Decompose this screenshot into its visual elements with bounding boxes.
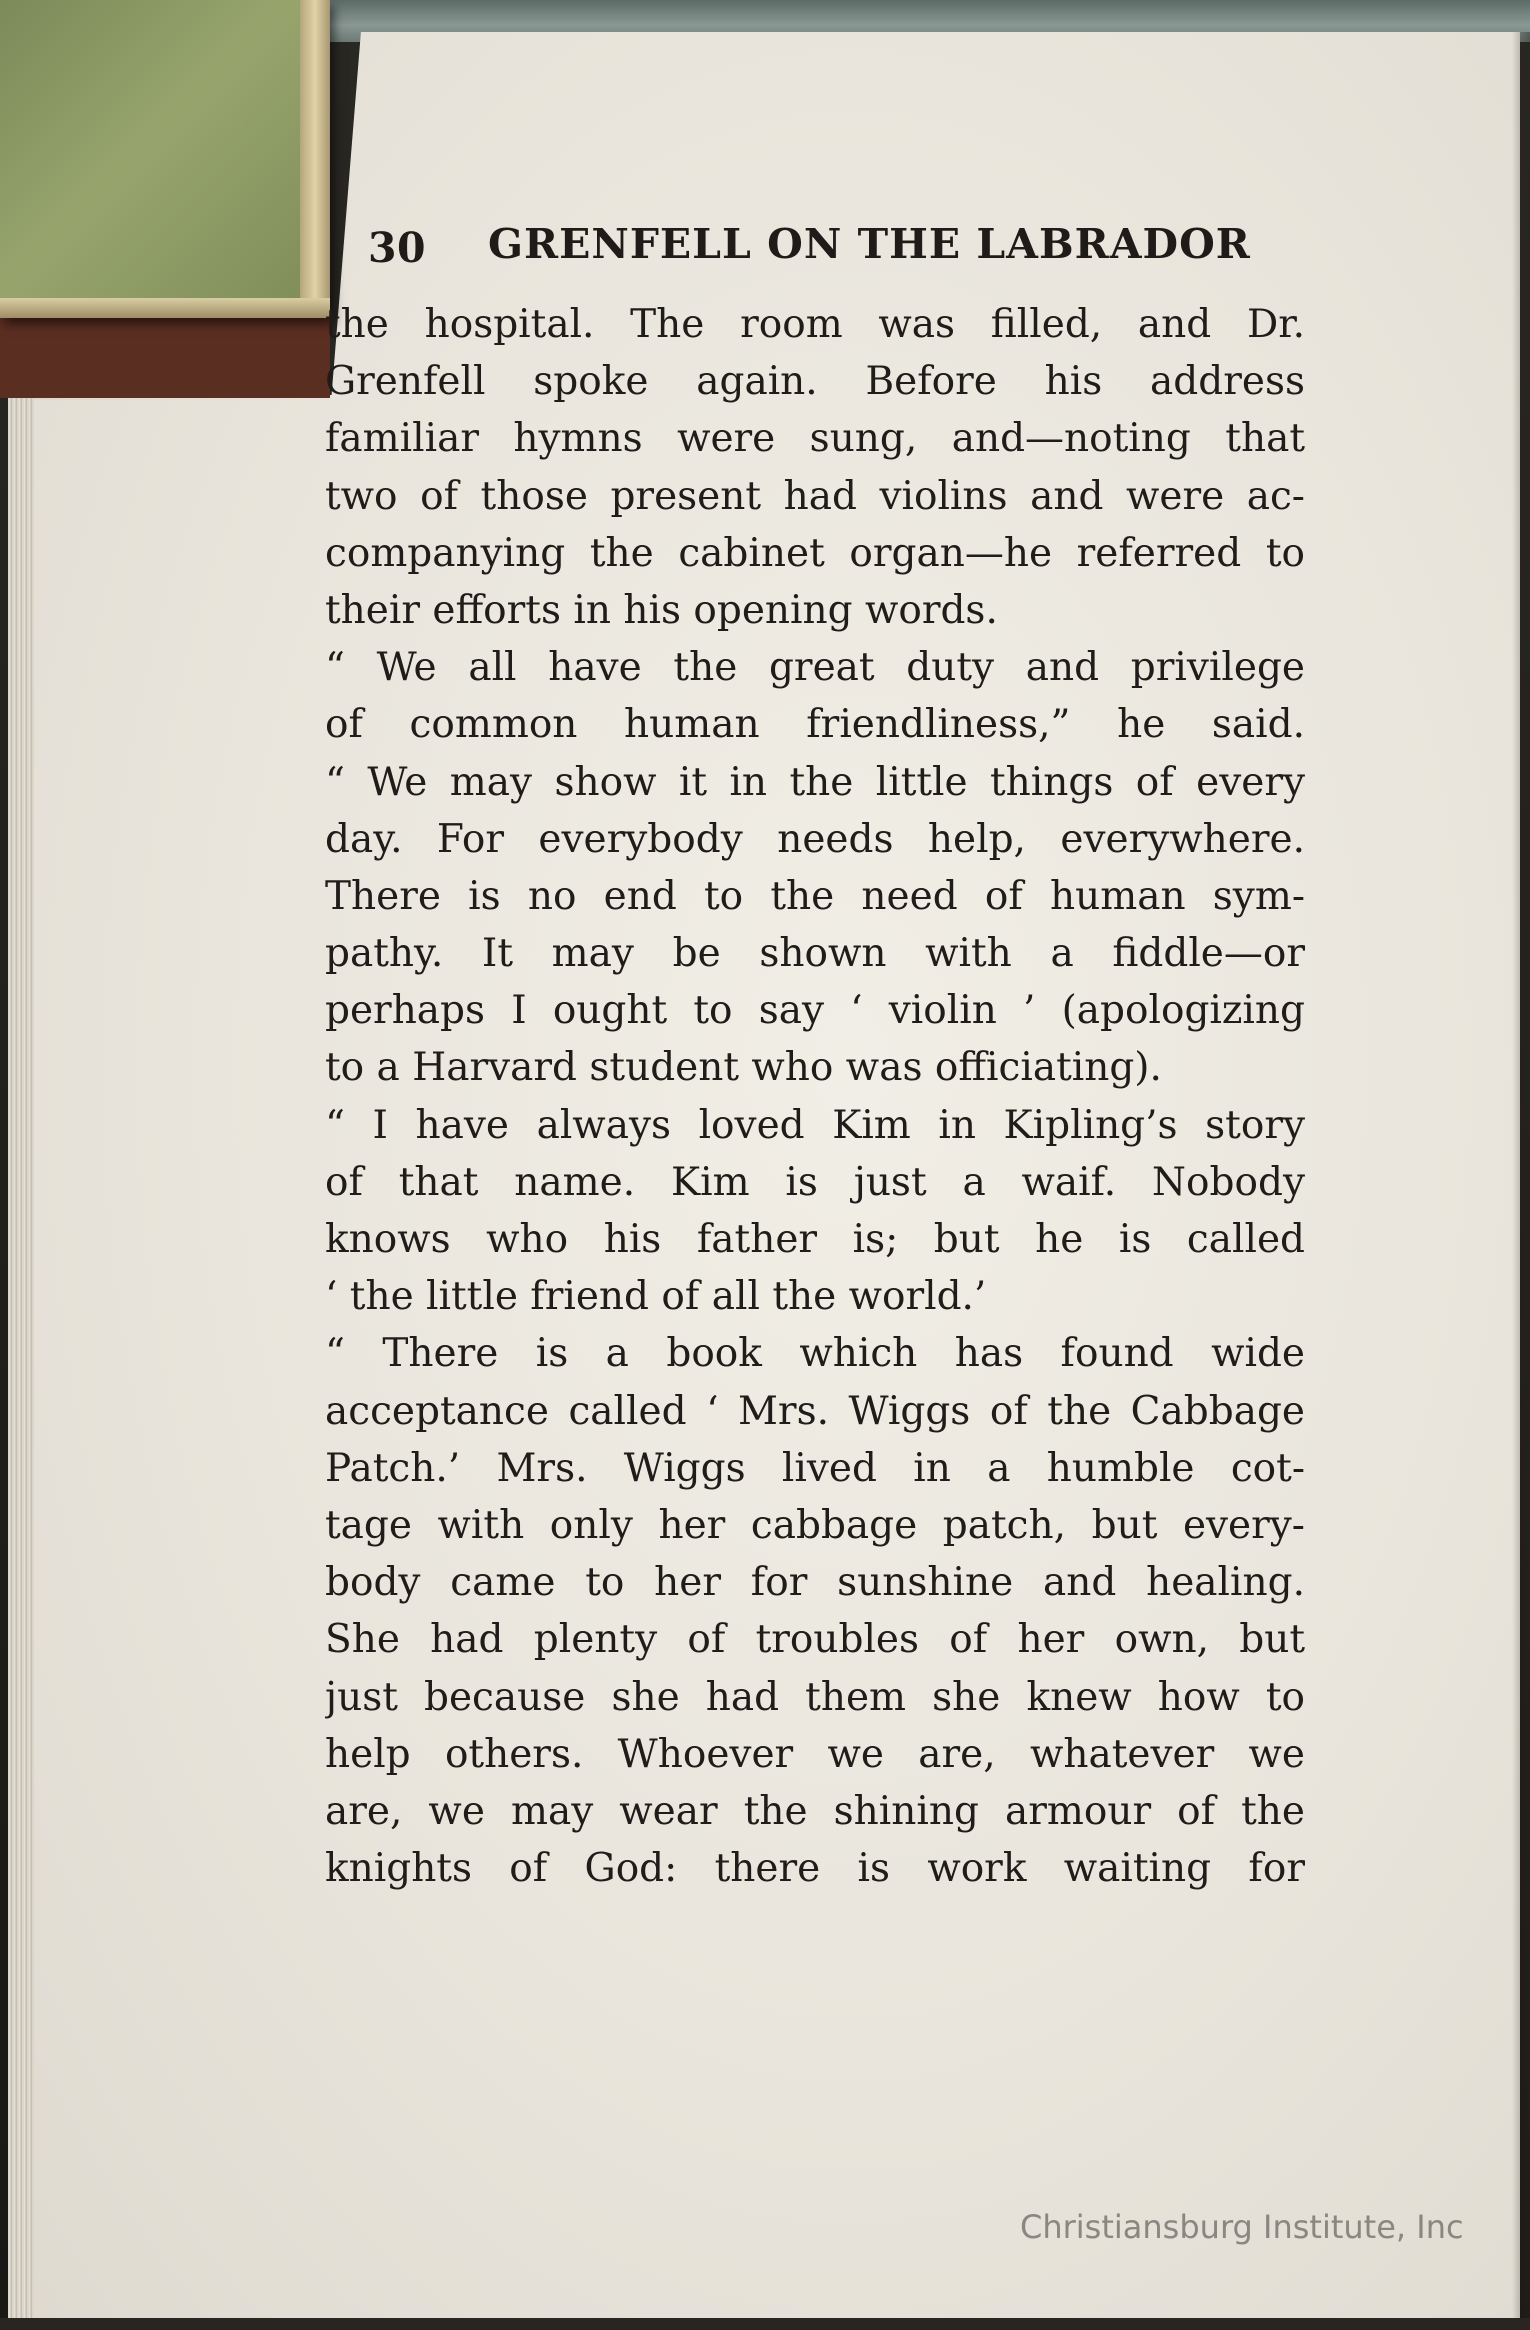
text-line: knights of God: there is work waiting for bbox=[325, 1846, 1305, 1892]
running-title: GRENFELL ON THE LABRADOR bbox=[488, 220, 1251, 268]
text-line: She had plenty of troubles of her own, but bbox=[325, 1617, 1305, 1663]
text-line: acceptance called ‘ Mrs. Wiggs of the Cabbage bbox=[325, 1388, 1305, 1434]
watermark: Christiansburg Institute, Inc bbox=[1020, 2208, 1464, 2246]
green-book-corner bbox=[0, 0, 330, 318]
text-line: two of those present had violins and were ac- bbox=[325, 473, 1305, 519]
text-line: ‘ the little friend of all the world.’ bbox=[325, 1274, 987, 1320]
text-line: their efforts in his opening words. bbox=[325, 587, 998, 633]
body-text bbox=[325, 296, 1305, 1897]
text-line: day. For everybody needs help, everywhere. bbox=[325, 816, 1305, 862]
text-line: pathy. It may be shown with a fiddle—or bbox=[325, 931, 1305, 977]
text-line: familiar hymns were sung, and—noting that bbox=[325, 416, 1305, 462]
text-line: Patch.’ Mrs. Wiggs lived in a humble cot- bbox=[325, 1445, 1305, 1491]
text-line: “ We all have the great duty and privilege bbox=[325, 645, 1305, 691]
text-line: just because she had them she knew how to bbox=[325, 1674, 1305, 1720]
text-line: knows who his father is; but he is called bbox=[325, 1217, 1305, 1262]
text-line: “ We may show it in the little things of every bbox=[325, 759, 1305, 805]
text-line: help others. Whoever we are, whatever we bbox=[325, 1731, 1305, 1777]
text-line: companying the cabinet organ—he referred to bbox=[325, 530, 1305, 576]
text-line: There is no end to the need of human sym- bbox=[325, 873, 1305, 919]
text-line: body came to her for sunshine and healing. bbox=[325, 1560, 1305, 1606]
green-book-bottom-edge bbox=[0, 298, 330, 318]
book-spine-shadow bbox=[0, 318, 330, 398]
page-number: 30 bbox=[368, 224, 427, 272]
text-line: are, we may wear the shining armour of the bbox=[325, 1788, 1305, 1834]
text-line: perhaps I ought to say ‘ violin ’ (apologizing bbox=[325, 988, 1305, 1034]
text-line: Grenfell spoke again. Before his address bbox=[325, 359, 1305, 405]
green-book-page-edge bbox=[300, 0, 330, 318]
text-line: “ There is a book which has found wide bbox=[325, 1331, 1305, 1377]
text-line: tage with only her cabbage patch, but every- bbox=[325, 1502, 1305, 1548]
text-line: of common human friendliness,” he said. bbox=[325, 702, 1305, 748]
page-gutter-shadow bbox=[1512, 32, 1530, 2330]
table-edge bbox=[0, 2318, 1530, 2330]
text-line: the hospital. The room was filled, and Dr. bbox=[325, 302, 1305, 347]
text-line: to a Harvard student who was officiating). bbox=[325, 1045, 1162, 1091]
text-line: of that name. Kim is just a waif. Nobody bbox=[325, 1159, 1305, 1205]
running-head bbox=[368, 212, 1273, 278]
text-line: “ I have always loved Kim in Kipling’s story bbox=[325, 1102, 1305, 1148]
